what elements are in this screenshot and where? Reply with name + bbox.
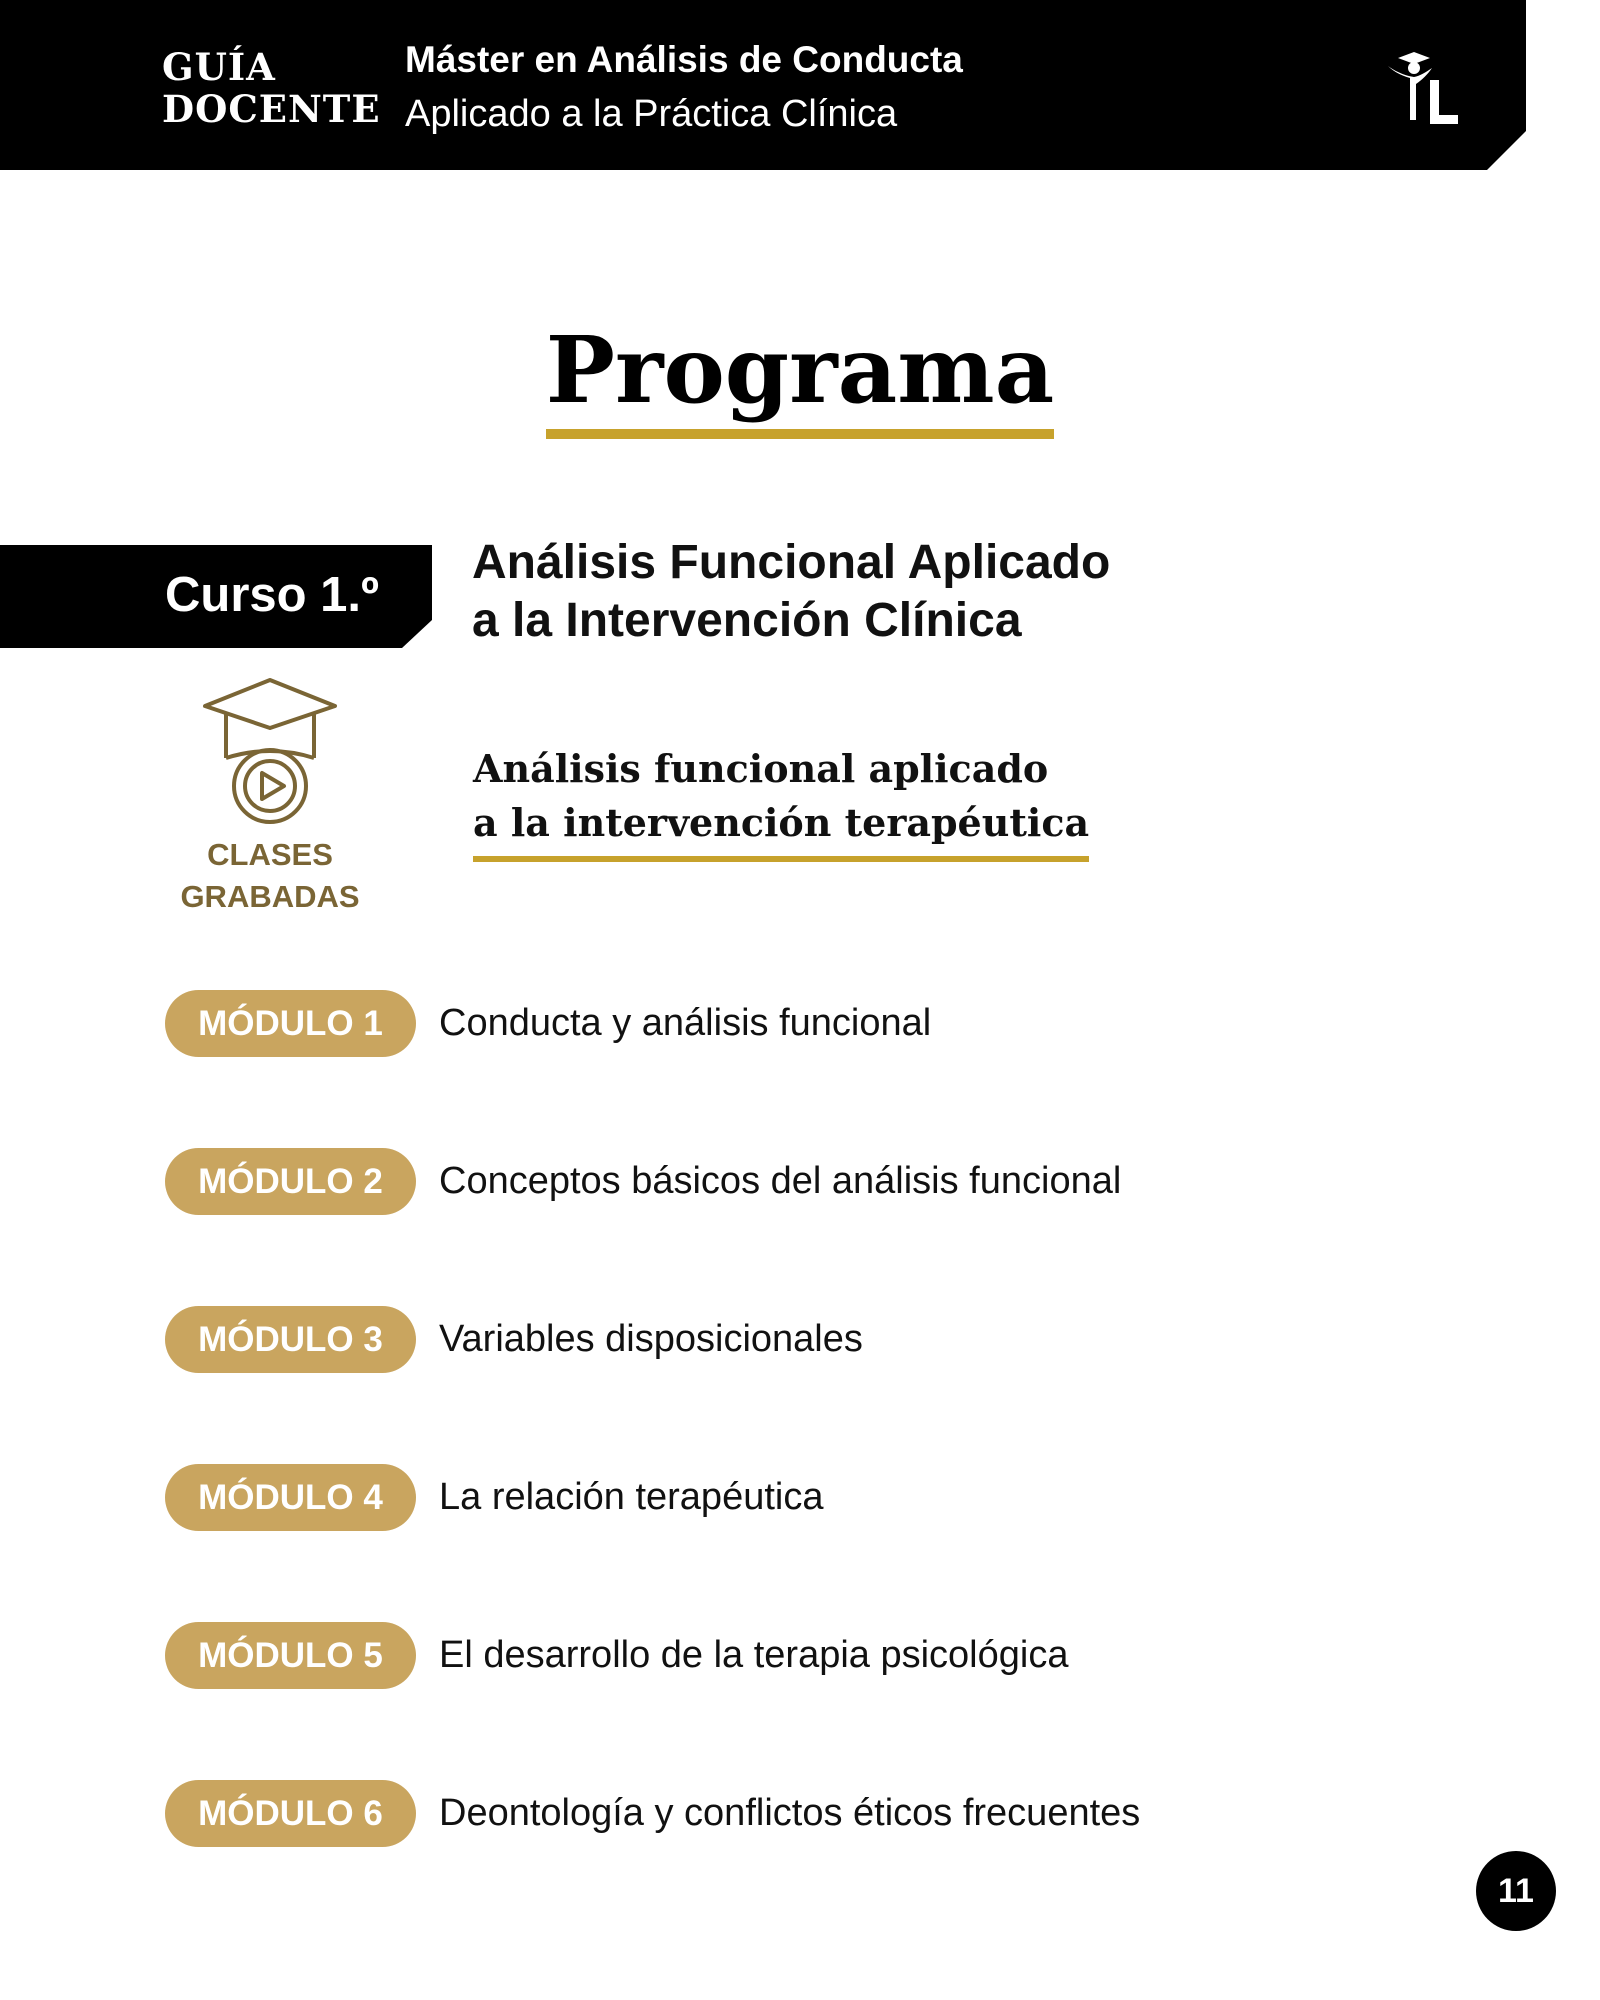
guide-label-line2: DOCENTE bbox=[162, 87, 381, 131]
module-row bbox=[165, 1464, 1465, 1531]
module-badge: MÓDULO 5 bbox=[165, 1622, 416, 1689]
guide-label-line1: GUÍA bbox=[162, 45, 276, 89]
module-row bbox=[165, 990, 1465, 1057]
subject-title-line2: a la intervención terapéutica bbox=[473, 800, 1090, 845]
course-title-line2: a la Intervención Clínica bbox=[472, 594, 1022, 647]
master-title: Máster en Análisis de Conducta bbox=[405, 39, 963, 80]
module-title: Conducta y análisis funcional bbox=[439, 1002, 932, 1044]
module-title: Conceptos básicos del análisis funcional bbox=[439, 1160, 1122, 1202]
module-title: Variables disposicionales bbox=[439, 1318, 863, 1360]
course-title bbox=[472, 534, 1110, 650]
recorded-classes-line1: CLASES bbox=[207, 837, 333, 872]
module-title: Deontología y conflictos éticos frecuentes bbox=[439, 1792, 1141, 1834]
section-title-wrapper bbox=[0, 315, 1600, 439]
module-title: El desarrollo de la terapia psicológica bbox=[439, 1634, 1069, 1676]
subject-title-line1: Análisis funcional aplicado bbox=[473, 746, 1049, 791]
recorded-classes-label bbox=[150, 834, 390, 918]
section-title: Programa bbox=[546, 315, 1054, 439]
guide-label bbox=[162, 46, 381, 130]
recorded-classes-line2: GRABADAS bbox=[180, 879, 360, 914]
module-row bbox=[165, 1622, 1465, 1689]
module-row bbox=[165, 1148, 1465, 1215]
graduate-figure-logo-icon bbox=[1384, 50, 1460, 130]
master-subtitle: Aplicado a la Práctica Clínica bbox=[405, 93, 898, 135]
course-tab-label: Curso 1.º bbox=[165, 568, 379, 622]
module-badge: MÓDULO 1 bbox=[165, 990, 416, 1057]
course-title-line1: Análisis Funcional Aplicado bbox=[472, 536, 1111, 589]
module-row bbox=[165, 1780, 1465, 1847]
subject-title bbox=[473, 742, 1089, 862]
module-badge: MÓDULO 3 bbox=[165, 1306, 416, 1373]
module-badge: MÓDULO 2 bbox=[165, 1148, 416, 1215]
module-title: La relación terapéutica bbox=[439, 1476, 824, 1518]
module-badge: MÓDULO 6 bbox=[165, 1780, 416, 1847]
module-badge: MÓDULO 4 bbox=[165, 1464, 416, 1531]
module-row bbox=[165, 1306, 1465, 1373]
graduation-cap-play-icon bbox=[200, 676, 340, 826]
page-number: 11 bbox=[1476, 1851, 1556, 1931]
